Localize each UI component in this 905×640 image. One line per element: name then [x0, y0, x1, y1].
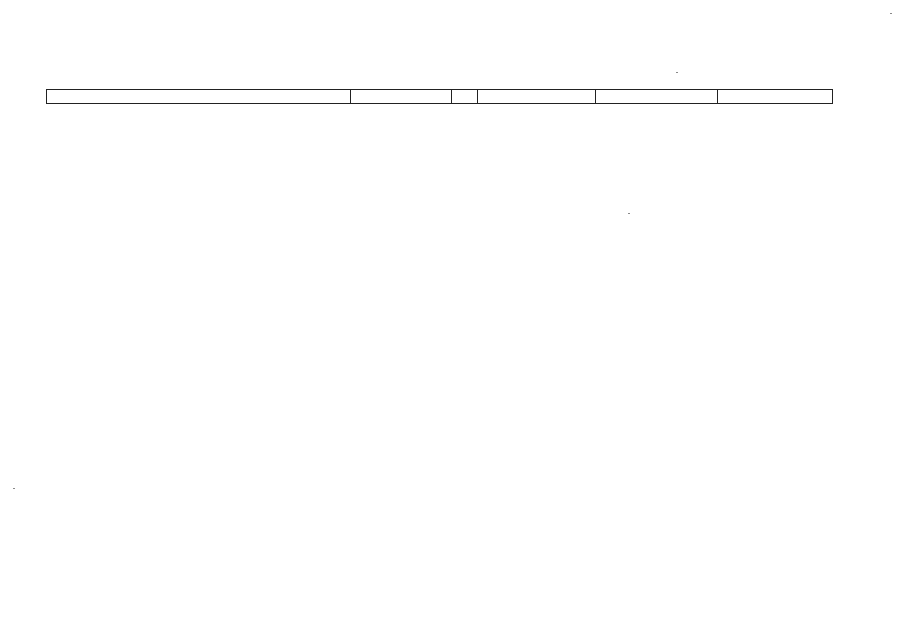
table-header: [46, 89, 833, 104]
scan-speck: [890, 13, 892, 14]
header-col-3: [452, 90, 478, 103]
header-col-4: [478, 90, 596, 103]
header-col-1: [47, 90, 351, 103]
scan-speck: [676, 72, 678, 73]
header-col-5: [596, 90, 718, 103]
header-col-2: [351, 90, 452, 103]
scan-speck: [628, 213, 630, 214]
scan-speck: [13, 488, 15, 489]
header-col-6: [718, 90, 832, 103]
